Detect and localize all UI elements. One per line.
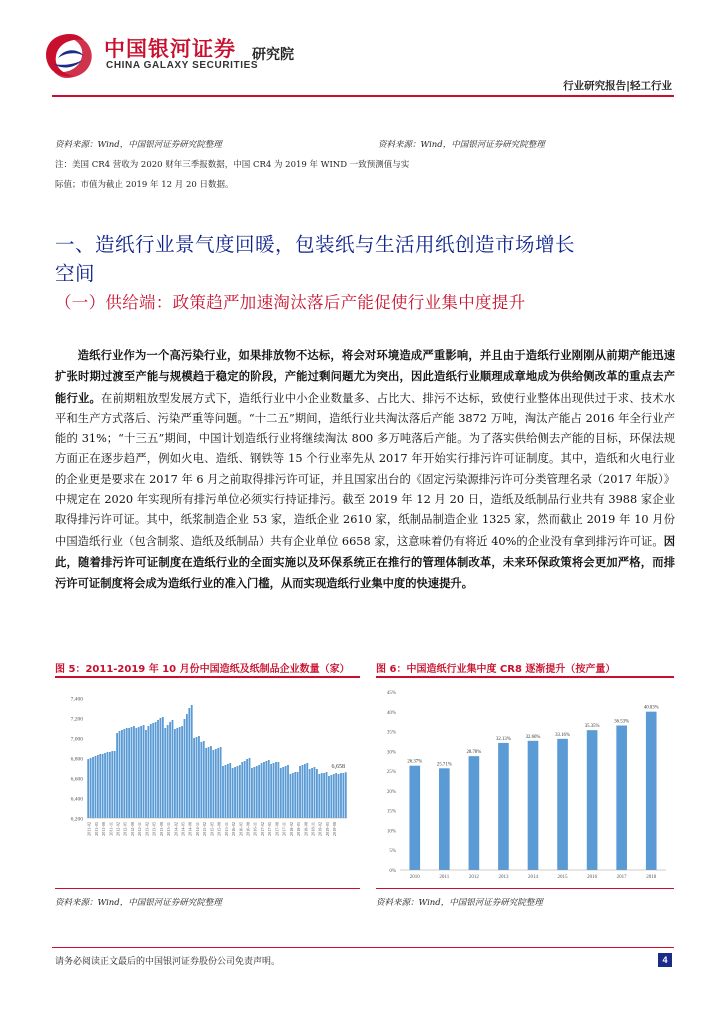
bar (225, 765, 227, 818)
bar (328, 776, 330, 818)
x-tick-label: 2016-08 (245, 822, 251, 836)
x-tick-label: 2012 (468, 875, 479, 880)
bar (270, 764, 272, 818)
x-tick-label: 2018-05 (296, 822, 302, 836)
bar (646, 712, 657, 870)
figure6-title: 图 6：中国造纸行业集中度 CR8 逐渐提升（按产量） (376, 664, 616, 675)
x-tick-label: 2014-05 (180, 822, 186, 836)
y-tick-label: 6,200 (70, 816, 83, 823)
body-paragraph (55, 345, 675, 595)
bar (131, 727, 133, 818)
x-tick-label: 2016 (587, 875, 598, 880)
x-tick-label: 2019-02 (317, 822, 323, 836)
x-tick-label: 2017-08 (274, 822, 280, 836)
bar (587, 730, 598, 870)
bar (152, 723, 154, 818)
y-tick-label: 40% (386, 710, 396, 716)
data-label: 32.13% (496, 736, 511, 742)
bar (280, 768, 282, 818)
bar (174, 729, 176, 818)
bar (147, 726, 149, 818)
bar (172, 720, 174, 818)
figure5-bottom-rule (55, 888, 360, 889)
x-tick-label: 2014-02 (173, 822, 179, 836)
bar (162, 717, 164, 818)
data-label: 35.35% (584, 724, 600, 730)
bar (188, 708, 190, 818)
x-tick-label: 2012-08 (129, 822, 135, 836)
bar (229, 763, 231, 818)
bar (157, 720, 159, 818)
data-label: 40.03% (643, 705, 659, 711)
bar (150, 724, 152, 818)
body-bold-1: 造纸行业作为一个高污染行业，如果排放物不达标，将会对环境造成严重影响，并且由于造纸行业刚刚从前期产能迅速扩张时期过渡至产能与规模趋于稳定的阶段，产能过剩问题尤为突出，因此造纸行业顺理成章地成为供给侧改革的重点去产能行业。 (55, 348, 675, 405)
bar (234, 767, 236, 818)
page-header (0, 0, 724, 100)
bar (95, 756, 97, 818)
bar (90, 758, 92, 818)
data-label: 36.53% (614, 719, 630, 725)
bar (164, 728, 166, 818)
bar (290, 774, 292, 818)
bar (258, 765, 260, 818)
bar (181, 726, 183, 818)
bar (126, 728, 128, 818)
bar (205, 748, 207, 818)
bar (176, 728, 178, 818)
bar (253, 767, 255, 818)
bar (196, 737, 198, 818)
bar (239, 765, 241, 818)
x-tick-label: 2016-02 (231, 822, 237, 836)
figure6-source: 资料来源：Wind，中国银河证券研究院整理 (376, 898, 543, 908)
bar (208, 747, 210, 818)
x-tick-label: 2019-08 (332, 822, 338, 836)
x-tick-label: 2012-11 (137, 822, 143, 836)
bar (616, 726, 627, 870)
bar (244, 761, 246, 818)
x-tick-label: 2014-08 (187, 822, 193, 836)
bar (345, 772, 347, 818)
bar (333, 774, 335, 818)
bar (261, 763, 263, 818)
x-tick-label: 2015-08 (216, 822, 222, 836)
bar (111, 751, 113, 818)
figure6-chart (376, 680, 674, 885)
top-source-left: 资料来源：Wind，中国银河证券研究院整理 (55, 140, 222, 150)
x-tick-label: 2014-11 (194, 822, 200, 836)
bar (326, 772, 328, 818)
figure5-chart (55, 680, 360, 885)
bar (439, 768, 450, 870)
x-tick-label: 2011-05 (93, 822, 99, 836)
y-tick-label: 35% (386, 730, 396, 736)
bar (133, 726, 135, 818)
page-number: 4 (658, 953, 672, 967)
x-tick-label: 2011 (439, 875, 450, 880)
bar (99, 754, 101, 818)
bar (302, 765, 304, 818)
bar (186, 714, 188, 818)
bar (304, 764, 306, 818)
data-label: 26.37% (407, 759, 423, 765)
x-tick-label: 2012-05 (122, 822, 128, 836)
bar (265, 761, 267, 818)
data-label: 28.78% (466, 750, 482, 756)
bar (297, 772, 299, 818)
y-tick-label: 20% (386, 789, 396, 795)
bar (314, 767, 316, 818)
x-tick-label: 2018-11 (310, 822, 316, 836)
bar (469, 756, 480, 870)
bar (249, 758, 251, 818)
x-tick-label: 2015 (557, 875, 568, 880)
bar (121, 730, 123, 818)
section-heading-1: 一、造纸行业景气度回暖，包装纸与生活用纸创造市场增长空间 (55, 233, 576, 285)
bar (200, 742, 202, 818)
y-tick-label: 6,400 (70, 796, 83, 803)
y-tick-label: 6,600 (70, 776, 83, 783)
bar (237, 766, 239, 818)
bar (222, 766, 224, 818)
bar (198, 736, 200, 818)
bar (212, 750, 214, 818)
x-tick-label: 2013-02 (144, 822, 150, 836)
bar (299, 766, 301, 818)
x-tick-label: 2011-02 (86, 822, 92, 836)
report-type-label: 行业研究报告|轻工行业 (563, 80, 672, 92)
bar (167, 725, 169, 818)
x-tick-label: 2017-02 (259, 822, 265, 836)
figure5-title: 图 5：2011-2019 年 10 月份中国造纸及纸制品企业数量（家） (55, 664, 350, 675)
x-tick-label: 2017 (616, 875, 627, 880)
bar (116, 733, 118, 818)
x-tick-label: 2017-11 (281, 822, 287, 836)
x-tick-label: 2013-11 (166, 822, 172, 836)
x-tick-label: 2019-05 (324, 822, 330, 836)
figure6-top-rule (376, 676, 674, 678)
bar (104, 753, 106, 818)
x-tick-label: 2013-05 (151, 822, 157, 836)
data-label: 25.71% (436, 762, 452, 768)
bar (256, 766, 258, 818)
x-tick-label: 2016-05 (238, 822, 244, 836)
y-tick-label: 45% (386, 691, 396, 696)
x-tick-label: 2016-11 (252, 822, 258, 836)
bar (309, 769, 311, 818)
galaxy-logo-icon (40, 30, 100, 82)
bar (557, 739, 568, 870)
bar (184, 719, 186, 818)
y-tick-label: 7,200 (70, 716, 83, 723)
bar (311, 768, 313, 818)
bar (102, 754, 104, 818)
bar (335, 773, 337, 818)
bar (119, 731, 121, 818)
footer-disclaimer: 请务必阅读正文最后的中国银河证券股份公司免责声明。 (55, 957, 281, 967)
data-label: 33.16% (555, 732, 570, 738)
bar (145, 730, 147, 818)
y-tick-label: 7,000 (70, 736, 83, 743)
x-tick-label: 2012-02 (115, 822, 121, 836)
x-tick-label: 2015-02 (202, 822, 208, 836)
bar (114, 751, 116, 818)
bar (316, 769, 318, 818)
x-tick-label: 2018-08 (303, 822, 309, 836)
bar (263, 762, 265, 818)
y-tick-label: 0% (389, 869, 396, 874)
x-tick-label: 2018 (646, 875, 657, 880)
x-tick-label: 2014 (528, 875, 538, 880)
bar (409, 766, 420, 870)
y-tick-label: 7,400 (70, 696, 83, 703)
body-bold-2: 因此，随着排污许可证制度在造纸行业的全面实施以及环保系统正在推行的管理体制改革，未来环保政策将会更加严格，而排污许可证制度将会成为造纸行业的准入门槛，从而实现造纸行业集中度的快速提升。 (55, 533, 675, 591)
bar (92, 757, 94, 818)
bar (498, 743, 509, 870)
bar (220, 747, 222, 818)
data-label: 32.66% (525, 734, 541, 740)
bar (109, 752, 111, 818)
x-tick-label: 2013-08 (158, 822, 164, 836)
subsection-heading-1: （一）供给端：政策趋严加速淘汰落后产能促使行业集中度提升 (55, 293, 526, 312)
bar (135, 728, 137, 818)
bar (273, 763, 275, 818)
bar (193, 738, 195, 818)
x-tick-label: 2010 (409, 875, 420, 880)
bar (275, 762, 277, 818)
logo-english-name: CHINA GALAXY SECURITIES (106, 60, 259, 71)
x-tick-label: 2017-05 (267, 822, 273, 836)
bar (179, 727, 181, 818)
bar (227, 764, 229, 818)
bar (107, 752, 109, 818)
bar (155, 722, 157, 818)
bar (321, 773, 323, 818)
bar (232, 768, 234, 818)
footer-divider (52, 947, 674, 948)
bar (203, 741, 205, 818)
bar (87, 759, 89, 818)
bar (340, 773, 342, 818)
bar (140, 726, 142, 818)
bar (528, 741, 539, 870)
bar (251, 768, 253, 818)
bar (215, 749, 217, 818)
bar (292, 773, 294, 818)
y-tick-label: 6,800 (70, 756, 83, 763)
top-source-right: 资料来源：Wind，中国银河证券研究院整理 (378, 140, 545, 150)
bar (241, 762, 243, 818)
header-divider (52, 95, 674, 97)
bar (294, 772, 296, 818)
bar (169, 722, 171, 818)
bar (246, 759, 248, 818)
bar (191, 705, 193, 818)
y-tick-label: 10% (386, 829, 396, 835)
bar (143, 725, 145, 818)
bar (138, 727, 140, 818)
y-tick-label: 30% (386, 750, 396, 756)
logo-chinese-name: 中国银河证券 (104, 37, 236, 61)
x-tick-label: 2015-11 (223, 822, 229, 836)
bar (128, 728, 130, 818)
bar (268, 760, 270, 818)
figure6-bottom-rule (376, 888, 674, 889)
bar (287, 765, 289, 818)
y-tick-label: 5% (389, 849, 396, 855)
x-tick-label: 2015-05 (209, 822, 215, 836)
bar (285, 766, 287, 818)
bar (306, 763, 308, 818)
bar (338, 774, 340, 818)
figure5-top-rule (55, 676, 360, 678)
body-text-1: 在前期粗放型发展方式下，造纸行业中小企业数量多、占比大、排污不达标，致使行业整体出现供过于求、技术水平和生产方式落后、污染严重等问题。“十二五”期间，造纸行业共淘汰落后产能 3872 万吨，淘汰产能占 2016 年全行业产能的 31%；“十三五”期间，中国计划造纸行业将继续淘汰 800 多万吨落后产能。为了落实供给侧去产能的目标，环保法规方面正在逐步趋严，例如火电、造纸、钢铁等 15 个行业率先从 2017 年开始实行排污许可证制度。其中，造纸和火电行业的企业更是要求在 2017 年 6 月之前取得排污许可证，并且国家出台的《固定污染源排污许可分类管理名录（2017 年版）》中规定在 2020 年实现所有排污单位必须实行持证排污。截至 2019 年 12 月 20 日，造纸及纸制品行业共有 3988 家企业取得排污许可证。其中，纸浆制造企业 53 家，造纸企业 2610 家，纸制品制造企业 1325 家，然而截止 2019 年 10 月份中国造纸行业（包含制浆、造纸及纸制品）共有企业单位 6658 家，这意味着仍有将近 40%的企业没有拿到排污许可证。 (55, 391, 675, 548)
bar (318, 774, 320, 818)
bar (277, 762, 279, 818)
x-tick-label: 2011-11 (108, 822, 114, 836)
bar (342, 773, 344, 818)
bar (160, 718, 162, 818)
x-tick-label: 2011-08 (101, 822, 107, 836)
figure5-source: 资料来源：Wind，中国银河证券研究院整理 (55, 898, 222, 908)
table-note: 注：美国 CR4 营收为 2020 财年三季报数据，中国 CR4 为 2019 年 WIND 一致预测值与实际值；市值为截止 2019 年 12 月 20 日数据。 (55, 160, 410, 190)
last-value-label: 6,658 (331, 764, 345, 771)
x-tick-label: 2018-02 (288, 822, 294, 836)
bar (123, 729, 125, 818)
y-tick-label: 25% (386, 770, 396, 776)
bar (210, 746, 212, 818)
bar (323, 773, 325, 818)
bar (217, 748, 219, 818)
bar (282, 767, 284, 818)
x-tick-label: 2013 (498, 875, 509, 880)
y-tick-label: 15% (386, 809, 396, 815)
bar (330, 775, 332, 818)
bar (97, 755, 99, 818)
institute-label: 研究院 (252, 47, 294, 63)
